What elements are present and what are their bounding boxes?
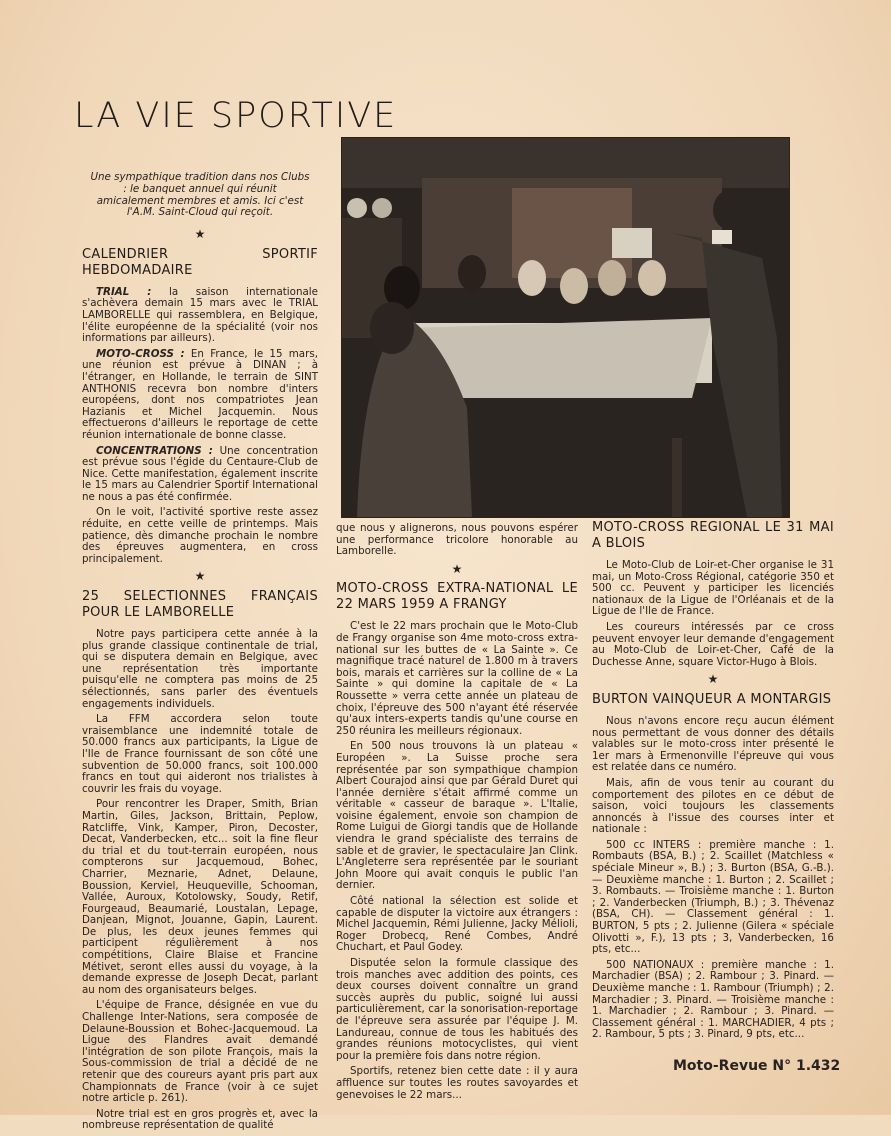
paragraph: Sportifs, retenez bien cette date : il y aura affluence sur toutes les routes savoyardes et genevoises le 22 mars... — [336, 1065, 578, 1101]
paragraph: Mais, afin de vous tenir au courant du comportement des pilotes en ce début de saison, voici toujours les classements annoncés à l'issue des courses inter et nationale : — [592, 776, 834, 836]
lead-motocross: MOTO-CROSS : — [96, 347, 185, 360]
paragraph: La FFM accordera selon toute vraisemblance une indemnité totale de 50.000 francs aux participants, la Ligue de l'Ile de France fournissant de son côté une subvention de 50.000 francs, soit 100.000 francs en tout qui aideront nos trialistes à couvrir les frais du voyage. — [82, 713, 318, 795]
paragraph-motocross — [82, 349, 318, 442]
lead-trial: TRIAL : — [96, 285, 152, 298]
paragraph: Le Moto-Club de Loir-et-Cher organise le 31 mai, un Moto-Cross Régional, catégorie 350 et 500 cc. Peuvent y participer les licenciés nationaux de la Ligue de l'Orléanais et de la Ligue de l'Ile de France. — [592, 559, 834, 618]
paragraph: Côté national la sélection est solide et capable de disputer la victoire aux étrangers : Michel Jacquemin, Rémi Julienne, Jacky Mélioli, Roger Drobecq, René Combes, André Chuchart, et Paul Godey. — [336, 895, 578, 954]
section-title-selectionnes: 25 SELECTIONNES FRANÇAIS POUR LE LAMBORELLE — [82, 589, 318, 621]
paragraph: En 500 nous trouvons là un plateau « Européen ». La Suisse proche sera représentée par son sympathique champion Albert Courajod ainsi que par Gérald Duret qui l'année dernière s'était affirmé comme un véritable « casseur de baraque ». L'Italie, voisine également, envoie son champion de Rome Luigui de Giorgi tandis que de Hollande viendra le grand spécialiste des terrains de sable et de gravier, le spectaculaire Jan Clink. L'Angleterre sera représentée par le souriant John Moore qui avait conquis le public l'an dernier. — [336, 740, 578, 892]
text-concentrations: Une concentration est prévue sous l'égide du Centaure-Club de Nice. Cette manifestation, également inscrite le 15 mars au Calendrier Sportif International ne nous a pas été confirmée. — [82, 444, 318, 503]
section-title-blois: MOTO-CROSS REGIONAL LE 31 MAI A BLOIS — [592, 520, 834, 551]
paragraph: Les coureurs intéressés par ce cross peuvent envoyer leur demande d'engagement au Moto-Club de Loir-et-Cher, Café de la Duchesse Anne, square Victor-Hugo à Blois. — [592, 620, 834, 668]
paragraph: Pour rencontrer les Draper, Smith, Brian Martin, Giles, Jackson, Brittain, Peplow, Ratcliffe, Vink, Kamper, Piron, Decoster, Decat, Vanderbecken, etc... soit la fine fleur du trial et du tout-terrain européen, nous compterons sur Jacquemoud, Bohec, Charrier, Meznarie, Adnet, Delaune, Boussion, Kerviel, Heuqueville, Schooman, Vallée, Auroux, Kotolowsky, Soudy, Retif, Fourgeaud, Beaumarié, Loustalan, Lepage, Danjean, Mignot, Jouanne, Gapin, Laurent. De plus, les deux jeunes femmes qui participent régulièrement à nos compétitions, Claire Blaise et Francine Métivet, seront elles aussi du voyage, à la demande expresse de Joseph Decat, parlant au nom des organisateurs belges. — [82, 798, 318, 996]
paragraph: Notre trial est en gros progrès et, avec la nombreuse représentation de qualité — [82, 1107, 318, 1132]
paragraph-trial — [82, 287, 318, 345]
photo-caption: Une sympathique tradition dans nos Clubs : le banquet annuel qui réunit amicalement membres et amis. Ici c'est l'A.M. Saint-Cloud qui reçoit. — [90, 171, 310, 219]
paragraph-concentrations — [82, 446, 318, 504]
section-title-montargis: BURTON VAINQUEUR A MONTARGIS — [592, 691, 832, 707]
section-title-calendrier: CALENDRIER SPORTIF HEBDOMADAIRE — [82, 246, 318, 278]
paragraph: Notre pays participera cette année à la plus grande classique continentale de trial, qui se disputera demain en Belgique, avec une représentation très importante puisqu'elle ne comptera pas moins de 25 sélectionnés, sans parler des éventuels engagements individuels. — [82, 628, 318, 710]
text-trial: la saison internationale s'achèvera demain 15 mars avec le TRIAL LAMBORELLE qui rassemblera, en Belgique, l'élite européenne de la spécialité (voir nos informations par ailleurs). — [82, 285, 318, 345]
star-separator: ★ — [707, 672, 719, 687]
paragraph: L'équipe de France, désignée en vue du Challenge Inter-Nations, sera composée de Delaune-Boussion et Bohec-Jacquemoud. La Ligue des Flandres avait demandé l'intégration de son pilote François, mais la Sous-commission de trial a décidé de ne retenir que des coureurs ayant pris part aux Championnats de France (voir à ce sujet notre article p. 261). — [82, 999, 318, 1105]
paragraph-continued: que nous y alignerons, nous pouvons espérer une performance tricolore honorable au Lamborelle. — [336, 522, 578, 558]
section-title-frangy: MOTO-CROSS EXTRA-NATIONAL LE 22 MARS 1959 A FRANGY — [336, 581, 578, 613]
lead-concentrations: CONCENTRATIONS : — [96, 444, 213, 457]
page-title: LA VIE SPORTIVE — [74, 96, 398, 136]
banquet-photo-drawing — [342, 138, 789, 517]
star-separator: ★ — [451, 561, 463, 576]
text-motocross: En France, le 15 mars, une réunion est prévue à DINAN ; à l'étranger, en Hollande, le terrain de SINT ANTHONIS recevra bon nombre d'inters européens, dont nos compatriotes Jean Hazianis et Michel Jacquemin. Nous effectuerons d'ailleurs le reportage de cette réunion internationale de bonne classe. — [82, 347, 318, 441]
star-separator: ★ — [194, 569, 206, 584]
column-left — [82, 172, 318, 1136]
paragraph: Nous n'avons encore reçu aucun élément nous permettant de vous donner des détails valables sur le moto-cross inter présenté le 1er mars à Ermenonville l'épreuve qui vous est relatée dans ce numéro. — [592, 714, 834, 774]
page-footer: Moto-Revue N° 1.432 — [673, 1058, 841, 1074]
column-middle — [336, 523, 578, 1105]
star-separator: ★ — [194, 227, 206, 242]
banquet-photo — [341, 137, 790, 518]
column-right — [592, 516, 834, 1045]
results-inters: 500 cc INTERS : première manche : 1. Rombauts (BSA, B.) ; 2. Scaillet (Matchless « spéciale Mineur », B.) ; 3. Burton (BSA, G.-B.). — Deuxième manche : 1. Burton ; 2. Scaillet ; 3. Rombauts. — Troisième manche : 1. Burton ; 2. Vanderbecken (Triumph, B.) ; 3. Thévenaz (BSA, CH). — Classement général : 1. BURTON, 5 pts ; 2. Julienne (Gilera « spéciale Olivotti », F.), 13 pts ; 3, Vanderbecken, 16 pts, etc... — [592, 838, 834, 956]
paragraph: Disputée selon la formule classique des trois manches avec addition des points, ces deux courses doivent connaître un grand succès auprès du public, soigné lui aussi particulièrement, car la sonorisation-reportage de l'épreuve sera assurée par l'équipe J. M. Landureau, connue de tous les habitués des grandes réunions motocyclistes, qui vient pour la première fois dans notre région. — [336, 957, 578, 1062]
paragraph: C'est le 22 mars prochain que le Moto-Club de Frangy organise son 4me moto-cross extra-national sur les buttes de « La Sainte ». Ce magnifique tracé naturel de 1.800 m à travers bois, marais et carrières sur la colline de « La Sainte » qui domine la capitale de « La Roussette » verra cette année un plateau de choix, l'épreuve des 500 n'ayant été réservée qu'aux inters-experts tandis qu'une course en 250 réunira les meilleurs régionaux. — [336, 620, 578, 737]
paragraph-conclusion: On le voit, l'activité sportive reste assez réduite, en cette veille de printemps. Mais patience, dès dimanche prochain le nombre des épreuves augmentera, en cross principalement. — [82, 506, 318, 565]
results-nationaux: 500 NATIONAUX : première manche : 1. Marchadier (BSA) ; 2. Rambour ; 3. Pinard. — Deuxième manche : 1. Rambour (Triumph) ; 2. Marchadier ; 3. Pinard. — Troisième manche : 1. Marchadier ; 2. Rambour ; 3. Pinard. — Classement général : 1. MARCHADIER, 4 pts ; 2. Rambour, 5 pts ; 3. Pinard, 9 pts, etc... — [592, 958, 834, 1041]
